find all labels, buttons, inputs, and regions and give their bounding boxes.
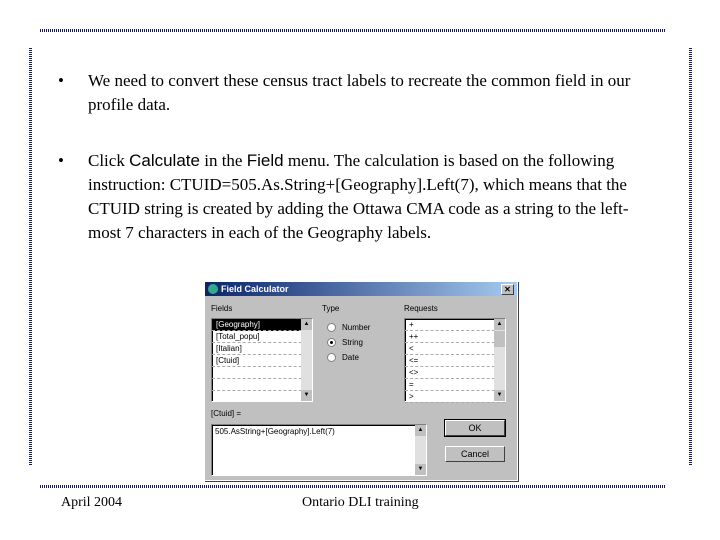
right-rule (689, 48, 692, 466)
expression-input[interactable]: 505.AsString+[Geography].Left(7) ▲ ▼ (211, 424, 427, 476)
type-label: Type (322, 304, 340, 313)
cancel-button[interactable]: Cancel (445, 446, 505, 462)
expression-scrollbar[interactable]: ▲ ▼ (415, 425, 426, 475)
app-icon (208, 284, 218, 294)
requests-list[interactable] (404, 318, 506, 402)
footer-date: April 2004 (61, 495, 123, 510)
expression-label: [Ctuid] = (211, 409, 242, 418)
footer-center: Ontario DLI training (302, 495, 419, 510)
request-item[interactable]: < (405, 343, 505, 355)
left-rule (29, 48, 32, 466)
requests-label: Requests (404, 304, 438, 313)
dialog-titlebar: Field Calculator ✕ (205, 282, 517, 296)
fields-scrollbar[interactable]: ▲ ▼ (301, 319, 312, 401)
top-rule (40, 29, 666, 32)
field-calculator-dialog (204, 281, 518, 481)
request-item[interactable]: <> (405, 367, 505, 379)
field-item[interactable]: [Italian] (212, 343, 312, 355)
request-item[interactable]: <= (405, 355, 505, 367)
request-item[interactable]: = (405, 379, 505, 391)
ok-button[interactable]: OK (445, 420, 505, 436)
bottom-rule (40, 485, 666, 488)
requests-scrollbar[interactable]: ▲ ▼ (494, 319, 505, 401)
request-item[interactable]: ++ (405, 331, 505, 343)
fields-list[interactable] (211, 318, 313, 402)
field-item[interactable]: [Ctuid] (212, 355, 312, 367)
field-item[interactable]: [Geography] (212, 319, 312, 331)
request-item[interactable]: > (405, 391, 505, 403)
field-item[interactable]: [Total_popu] (212, 331, 312, 343)
type-radio-number[interactable]: Number (327, 323, 370, 332)
type-radio-string[interactable]: String (327, 338, 363, 347)
fields-label: Fields (211, 304, 233, 313)
request-item[interactable]: + (405, 319, 505, 331)
type-radio-date[interactable]: Date (327, 353, 359, 362)
close-button[interactable]: ✕ (501, 284, 514, 295)
